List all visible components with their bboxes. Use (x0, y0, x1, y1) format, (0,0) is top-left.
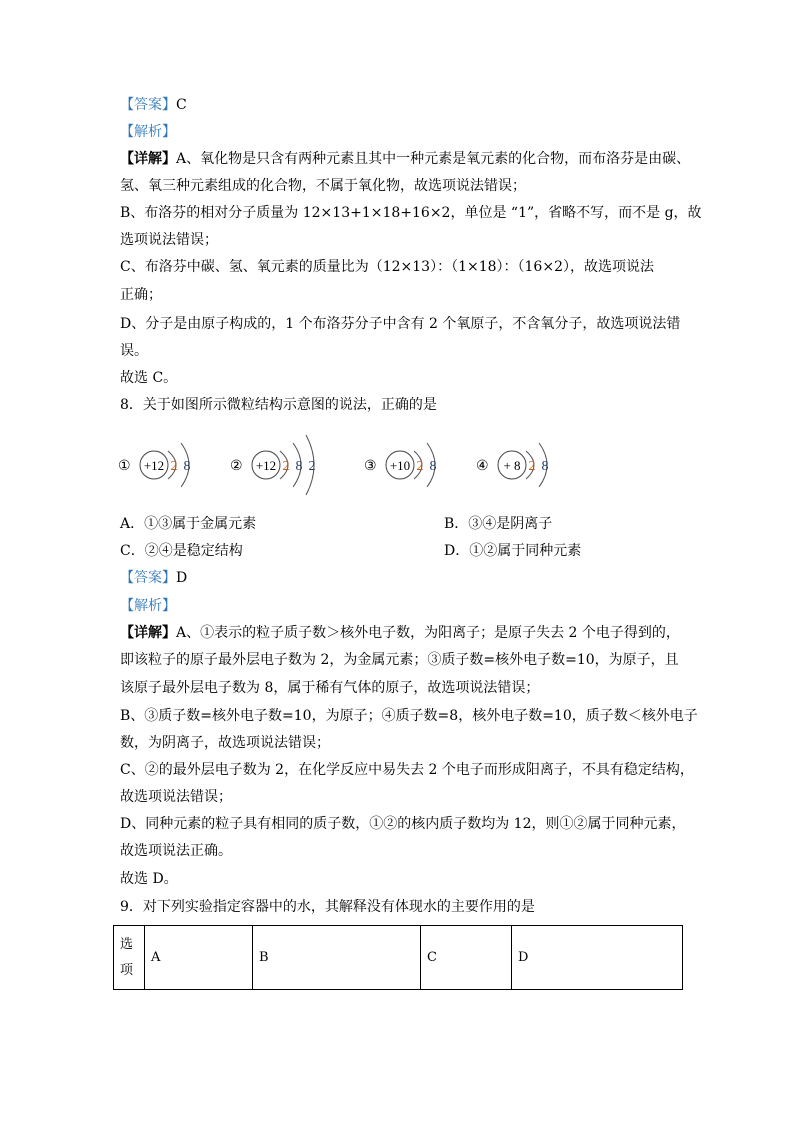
q7-answer-line (120, 96, 187, 114)
text-line: A、氧化物是只含有两种元素且其中一种元素是氧元素的化合物，而布洛芬是由碳、 (176, 151, 691, 167)
text-line: 即该粒子的原子最外层电子数为 2，为金属元素；③质子数=核外电子数=10，为原子，且 (120, 652, 679, 668)
q7-detail-line (120, 150, 690, 168)
text-line: D、分子是由原子构成的，1 个布洛芬分子中含有 2 个氧原子，不含氧分子，故选项说法错 (120, 316, 681, 332)
text-line: D、同种元素的粒子具有相同的质子数，①②的核内质子数均为 12，则①②属于同种元素， (120, 816, 686, 832)
nucleus-charge: +10 (389, 458, 411, 473)
shell-electron-count: 2 (308, 459, 316, 474)
nucleus-charge: +12 (143, 458, 165, 473)
q8-question: 8．关于如图所示微粒结构示意图的说法，正确的是 (120, 397, 437, 413)
analysis-tag: 【解析】 (120, 598, 176, 614)
text-line: 故选 D。 (120, 871, 178, 887)
detail-tag: 【详解】 (120, 625, 176, 641)
shell-electron-count: 8 (295, 459, 303, 474)
table-header-c: C (421, 926, 512, 990)
text-line: B、③质子数=核外电子数=10，为原子；④质子数=8，核外电子数=10，质子数＜核外电子 (120, 708, 698, 724)
header-char: 选 (120, 936, 134, 952)
particle-label: ④ (476, 459, 489, 474)
shell-electron-count: 8 (541, 459, 549, 474)
text-line: 正确； (120, 287, 162, 303)
option-a: A．①③属于金属元素 (120, 516, 257, 532)
table-header-option (114, 926, 145, 990)
text-line: A、①表示的粒子质子数＞核外电子数，为阳离子；是原子失去 2 个电子得到的， (176, 625, 680, 641)
text-line: 故选项说法正确。 (120, 843, 232, 859)
nucleus-charge: + 8 (503, 458, 521, 473)
shell-electron-count: 2 (282, 459, 290, 474)
q9-table (113, 925, 683, 990)
shell-electron-count: 8 (183, 459, 191, 474)
q9-question: 9．对下列实验指定容器中的水，其解释没有体现水的主要作用的是 (120, 899, 535, 915)
header-char: 项 (120, 962, 134, 978)
answer-value: D (176, 570, 188, 586)
table-header-a: A (145, 926, 253, 990)
particle-label: ② (230, 459, 243, 474)
option-c: C．②④是稳定结构 (120, 543, 243, 559)
shell-electron-count: 2 (170, 459, 178, 474)
text-line: 氢、氧三种元素组成的化合物，不属于氧化物，故选项说法错误； (120, 178, 526, 194)
text-line: 误。 (120, 343, 148, 359)
option-b: B．③④是阴离子 (444, 516, 553, 532)
text-line: 该原子最外层电子数为 8，属于稀有气体的原子，故选项说法错误； (120, 680, 540, 696)
text-line: B、布洛芬的相对分子质量为 12×13+1×18+16×2，单位是 “1”，省略不写，而不是 g，故 (120, 205, 702, 221)
shell-electron-count: 2 (528, 459, 536, 474)
particle-label: ① (118, 459, 131, 474)
nucleus-charge: +12 (255, 458, 277, 473)
option-d: D．①②属于同种元素 (444, 543, 582, 559)
answer-tag: 【答案】 (120, 570, 176, 586)
answer-value: C (176, 97, 187, 113)
particle-label: ③ (364, 459, 377, 474)
text-line: C、②的最外层电子数为 2，在化学反应中易失去 2 个电子而形成阳离子，不具有稳定结构， (120, 762, 694, 778)
table-header-b: B (253, 926, 421, 990)
table-row (114, 926, 683, 990)
detail-tag: 【详解】 (120, 151, 176, 167)
shell-electron-count: 8 (429, 459, 437, 474)
q8-detail-line (120, 624, 680, 642)
q8-answer-line (120, 569, 187, 587)
text-line: 数，为阴离子，故选项说法错误； (120, 735, 330, 751)
text-line: 故选项说法错误； (120, 789, 232, 805)
particle-structure-diagrams (110, 420, 590, 510)
text-line: C、布洛芬中碳、氢、氧元素的质量比为（12×13）：（1×18）：（16×2），故选项说法 (120, 259, 654, 275)
text-line: 选项说法错误； (120, 232, 218, 248)
shell-electron-count: 2 (416, 459, 424, 474)
table-header-d: D (512, 926, 683, 990)
analysis-tag: 【解析】 (120, 124, 176, 140)
text-line: 故选 C。 (120, 370, 178, 386)
answer-tag: 【答案】 (120, 97, 176, 113)
